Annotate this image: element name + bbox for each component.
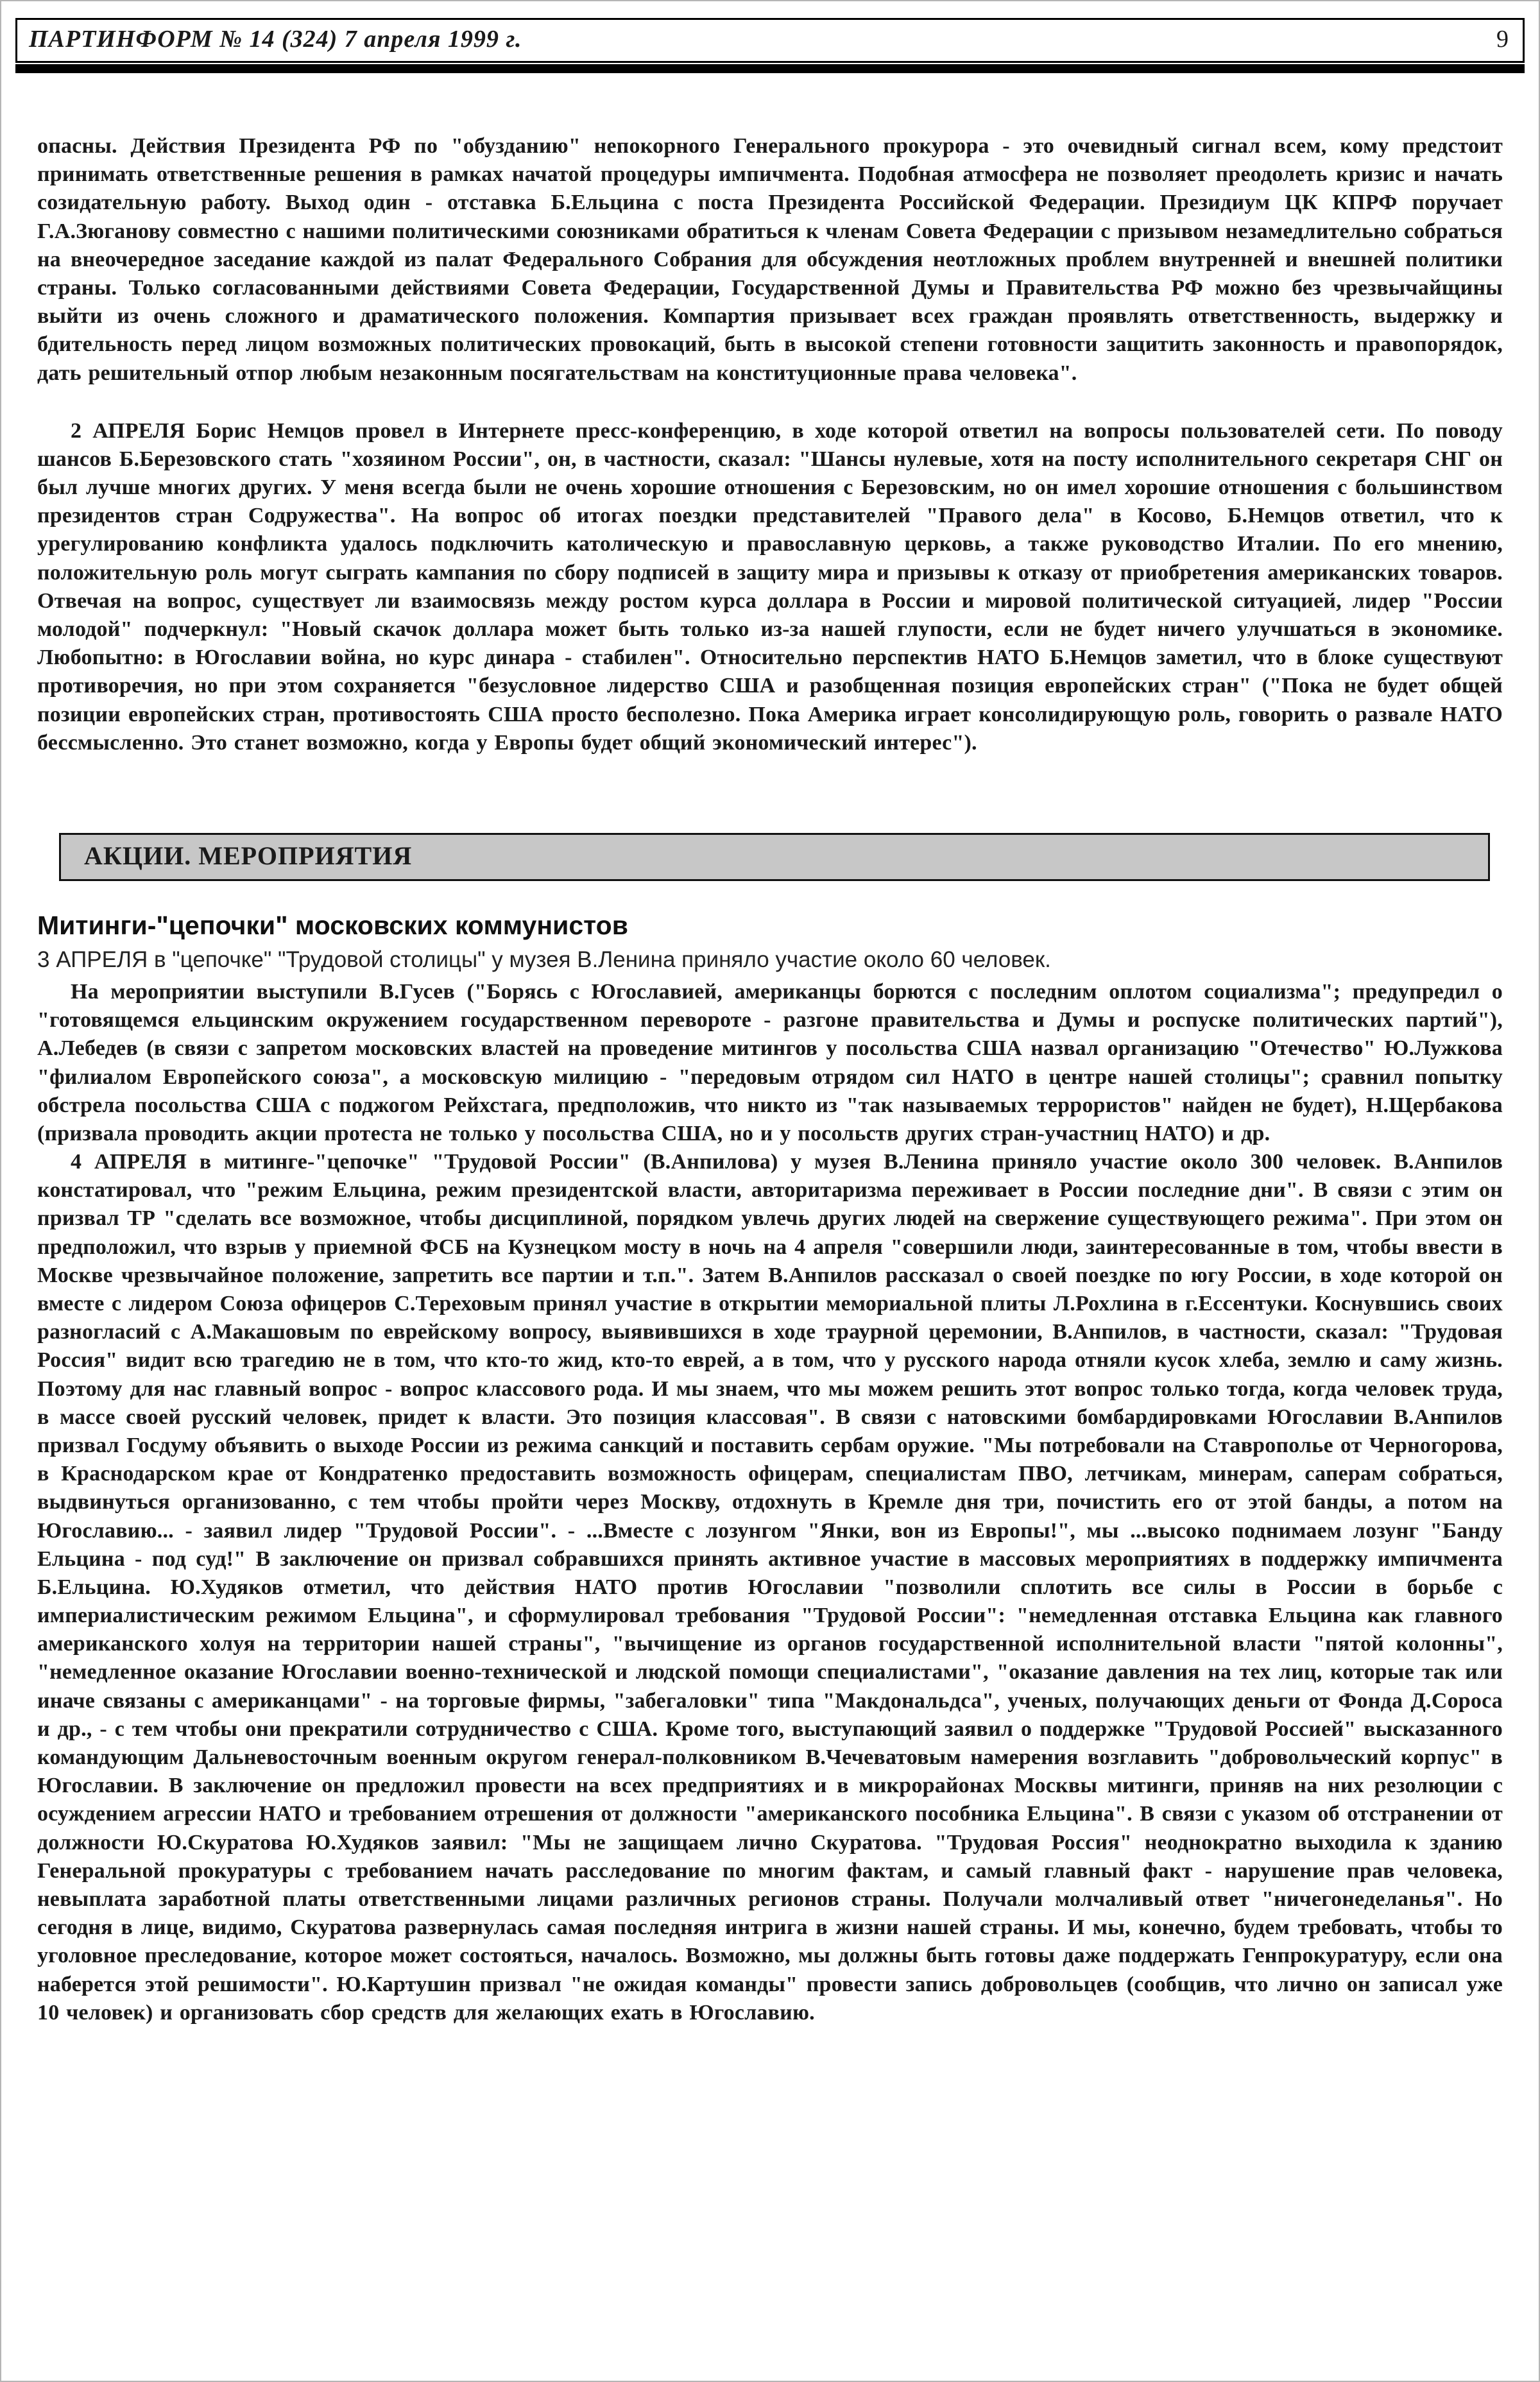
header-rule [15,64,1525,73]
newsletter-masthead: ПАРТИНФОРМ № 14 (324) 7 апреля 1999 г. [29,26,522,53]
section-header [59,833,1490,881]
article-paragraph: 4 АПРЕЛЯ в митинге-"цепочке" "Трудовой России" (В.Анпилова) у музея В.Ленина приняло участие около 300 человек. В.Анпилов констатировал, что "режим Ельцина, режим президентской власти, авторитаризма переживает в России последние дни". В связи с этим он призвал ТР "сделать все возможное, чтобы дисциплиной, порядком увлечь других людей на свержение существующего режима". При этом он предположил, что взрыв у приемной ФСБ на Кузнецком мосту в ночь на 4 апреля "совершили люди, заинтересованные в том, чтобы ввести в Москве чрезвычайное положение, запретить все партии и т.п.". Затем В.Анпилов рассказал о своей поездке по югу России, в ходе которой он вместе с лидером Союза офицеров С.Тереховым принял участие в открытии мемориальной плиты Л.Рохлина в г.Ессентуки. Коснувшись своих разногласий с А.Макашовым по еврейскому вопросу, выявившихся в ходе траурной церемонии, В.Анпилов, в частности, сказал: "Трудовая Россия" видит всю трагедию не в том, что кто-то жид, кто-то еврей, а в том, что у русского народа отняли кусок хлеба, землю и саму жизнь. Поэтому для нас главный вопрос - вопрос классового рода. И мы знаем, что мы можем решить этот вопрос только тогда, когда человек труда, в массе своей русский человек, придет к власти. Это позиция классовая". В связи с натовскими бомбардировками Югославии В.Анпилов призвал Госдуму объявить о выходе России из режима санкций и поставить сербам оружие. "Мы потребовали на Ставрополье от Черногорова, в Краснодарском крае от Кондратенко предоставить возможность офицерам, специалистам ПВО, летчикам, минерам, саперам собраться, выдвинуться организованно, с тем чтобы пройти через Москву, отдохнуть в Кремле дня три, почистить его от этой банды, а потом на Югославию... - заявил лидер "Трудовой России". - ...Вместе с лозунгом "Янки, вон из Европы!", мы ...высоко поднимаем лозунг "Банду Ельцина - под суд!" В заключение он призвал собравшихся принять активное участие в массовых мероприятиях в поддержку импичмента Б.Ельцина. Ю.Худяков отметил, что действия НАТО против Югославии "позволили сплотить все силы в России в борьбе с империалистическим режимом Ельцина", и сформулировал требования "Трудовой России": "немедленная отставка Ельцина как главного американского холуя на территории нашей страны", "вычищение из органов государственной исполнительной власти "пятой колонны", "немедленное оказание Югославии военно-технической и людской помощи специалистами", "оказание давления на тех лиц, которые так или иначе связаны с американцами" - на торговые фирмы, "забегаловки" типа "Макдональдса", ученых, получающих деньги от Фонда Д.Сороса и др., - с тем чтобы они прекратили сотрудничество с США. Кроме того, выступающий заявил о поддержке "Трудовой Россией" высказанного командующим Дальневосточным военным округом генерал-полковником В.Чечеватовым намерения возглавить "добровольческий корпус" в Югославии. В заключение он предложил провести на всех предприятиях и в микрорайонах Москвы митинги, приняв на них резолюции с осуждением агрессии НАТО и требованием отрешения от должности "американского пособника Ельцина". В связи с указом об отстранении от должности Ю.Скуратова Ю.Худяков заявил: "Мы не защищаем лично Скуратова. "Трудовая Россия" неоднократно выходила к зданию Генеральной прокуратуры с требованием начать расследование по многим фактам, и самый главный факт - нарушение прав человека, невыплата заработной платы ответственными лицами различных регионов страны. Получали молчаливый ответ "ничегонеделанья". Но сегодня в лице, видимо, Скуратова развернулась самая последняя интрига в жизни нашей страны. И мы, конечно, будем требовать, чтобы то уголовное преследование, которое может состояться, началось. Возможно, мы должны быть готовы даже поддержать Генпрокуратуру, если она наберется этой решимости". Ю.Картушин призвал "не ожидая команды" провести запись добровольцев (сообщив, что лично он записал уже 10 человек) и организовать сбор средств для желающих ехать в Югославию. [37,1150,1503,2025]
article-title: Митинги-"цепочки" московских коммунистов [37,910,628,940]
article-paragraph: На мероприятии выступили В.Гусев ("Борясь с Югославией, американцы борются с последним оплотом социализма"; предупредил о "готовящемся ельцинским окружением государственном перевороте - разгоне правительства и Думы и роспуске политических партий"), А.Лебедев (в связи с запретом московских властей на проведение митингов у посольства США назвал организацию "Отечество" Ю.Лужкова "филиалом Европейского союза", а московскую милицию - "передовым отрядом сил НАТО в центре нашей столицы"; сравнил попытку обстрела посольства США с поджогом Рейхстага, предположив, что никто из "так называемых террористов" найден не будет), Н.Щербакова (призвала проводить акции протеста не только у посольства США, но и у посольств других стран-участниц НАТО) и др. [37,979,1503,1145]
continuation-paragraph: опасны. Действия Президента РФ по "обузданию" непокорного Генерального прокурора - это очевидный сигнал всем, кому предстоит принимать ответственные решения в рамках начатой процедуры импичмента. Подобная атмосфера не позволяет преодолеть кризис и начать созидательную работу. Выход один - отставка Б.Ельцина с поста Президента Российской Федерации. Президиум ЦК КПРФ поручает Г.А.Зюганову совместно с нашими политическими союзниками обратиться к членам Совета Федерации с призывом незамедлительно собраться на внеочередное заседание каждой из палат Федерального Собрания для обсуждения неотложных проблем внутренней и внешней политики страны. Только согласованными действиями Совета Федерации, Государственной Думы и Правительства РФ можно без чрезвычайщины выйти из очень сложного и драматического положения. Компартия призывает всех граждан проявлять ответственность, выдержку и бдительность перед лицом возможных политических провокаций, быть в высокой степени готовности защитить законность и правопорядок, дать решительный отпор любым незаконным посягательствам на конституционные права человека". [37,134,1503,385]
article-lead: 3 АПРЕЛЯ в "цепочке" "Трудовой столицы" у музея В.Ленина приняло участие около 60 человек. [37,947,1051,972]
page-header [15,18,1525,73]
section-title: АКЦИИ. МЕРОПРИЯТИЯ [84,841,413,870]
page-number: 9 [1496,26,1509,53]
page-content [37,73,1503,2027]
news-paragraph: 2 АПРЕЛЯ Борис Немцов провел в Интернете пресс-конференцию, в ходе которой ответил на вопросы пользователей сети. По поводу шансов Б.Березовского стать "хозяином России", он, в частности, сказал: "Шансы нулевые, хотя на посту исполнительного секретаря СНГ он был лучше многих других. У меня всегда были не очень хорошие отношения с Березовским, но он имел хорошие отношения с большинством президентов стран Содружества". На вопрос об итогах поездки представителей "Правого дела" в Косово, Б.Немцов ответил, что к урегулированию конфликта удалось подключить католическую и православную церковь, а также руководство Италии. По его мнению, положительную роль могут сыграть кампания по сбору подписей в защиту мира и призывы к отказу от приобретения американских товаров. Отвечая на вопрос, существует ли взаимосвязь между ростом курса доллара в России и мировой политической ситуацией, лидер "России молодой" подчеркнул: "Новый скачок доллара может быть только из-за нашей глупости, если не будет ничего улучшаться в экономике. Любопытно: в Югославии война, но курс динара - стабилен". Относительно перспектив НАТО Б.Немцов заметил, что в блоке существуют противоречия, но при этом сохраняется "безусловное лидерство США и разобщенная позиция европейских стран" ("Пока не будет общей позиции европейских стран, противостоять США просто бесполезно. Пока Америка играет консолидирующую роль, говорить о развале НАТО бессмысленно. Это станет возможно, когда у Европы будет общий экономический интерес"). [37,418,1503,755]
header-box [15,18,1525,63]
